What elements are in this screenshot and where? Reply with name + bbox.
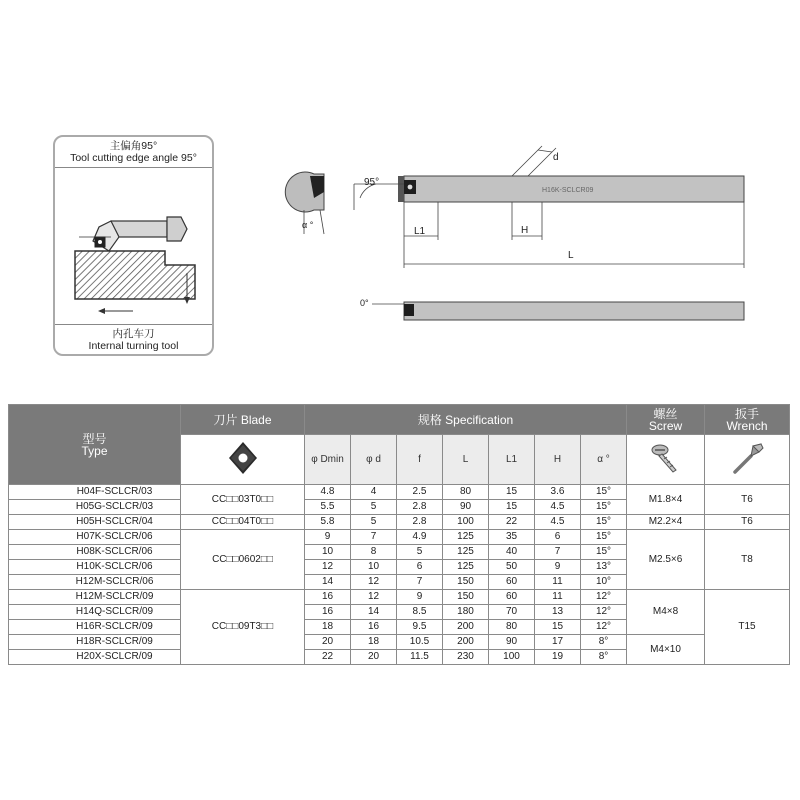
table-row — [9, 530, 790, 545]
l1-cell: 40 — [489, 545, 535, 560]
f-cell: 2.8 — [397, 500, 443, 515]
screw-cell: M1.8×4 — [627, 485, 705, 515]
spec-header: 规格 Specification — [305, 405, 627, 435]
l1-cell: 15 — [489, 485, 535, 500]
col-dmin: φ Dmin — [305, 435, 351, 485]
boring-bar-drawing — [280, 140, 755, 335]
table-row — [9, 635, 790, 650]
l1-cell: 15 — [489, 500, 535, 515]
dmin-cell: 4.8 — [305, 485, 351, 500]
type-header — [9, 405, 181, 485]
f-cell: 2.5 — [397, 485, 443, 500]
d-cell: 8 — [351, 545, 397, 560]
type-cell: H08K-SCLCR/06 — [9, 545, 181, 560]
l-dimension-label: L — [568, 250, 574, 261]
l-cell: 200 — [443, 635, 489, 650]
type-cell: H16R-SCLCR/09 — [9, 620, 181, 635]
alpha-label: α ° — [302, 220, 314, 230]
f-cell: 7 — [397, 575, 443, 590]
alpha-cell: 8° — [581, 650, 627, 665]
type-cell: H05H-SCLCR/04 — [9, 515, 181, 530]
blade-header: 刀片 Blade — [181, 405, 305, 435]
dmin-cell: 16 — [305, 605, 351, 620]
col-f: f — [397, 435, 443, 485]
col-alpha: α ° — [581, 435, 627, 485]
type-header-en: Type — [81, 443, 108, 458]
figure-title-en: Tool cutting edge angle 95° — [70, 152, 197, 164]
table-row — [9, 590, 790, 605]
l-cell: 125 — [443, 545, 489, 560]
d-cell: 12 — [351, 590, 397, 605]
screw-cell: M2.5×6 — [627, 530, 705, 590]
type-cell: H12M-SCLCR/09 — [9, 590, 181, 605]
h-cell: 9 — [535, 560, 581, 575]
table-row — [9, 485, 790, 500]
alpha-cell: 15° — [581, 545, 627, 560]
d-cell: 4 — [351, 485, 397, 500]
alpha-cell: 15° — [581, 500, 627, 515]
l-cell: 230 — [443, 650, 489, 665]
screw-header — [627, 405, 705, 435]
alpha-cell: 15° — [581, 485, 627, 500]
col-l1: L1 — [489, 435, 535, 485]
l1-cell: 50 — [489, 560, 535, 575]
col-d: φ d — [351, 435, 397, 485]
figure-divider-bottom — [55, 324, 212, 325]
d-cell: 18 — [351, 635, 397, 650]
wrench-header-cn: 扳手 — [735, 406, 760, 421]
h-cell: 19 — [535, 650, 581, 665]
d-cell: 5 — [351, 515, 397, 530]
alpha-cell: 13° — [581, 560, 627, 575]
h-cell: 4.5 — [535, 515, 581, 530]
dmin-cell: 9 — [305, 530, 351, 545]
f-cell: 4.9 — [397, 530, 443, 545]
screw-cell: M4×10 — [627, 635, 705, 665]
l1-cell: 22 — [489, 515, 535, 530]
h-cell: 6 — [535, 530, 581, 545]
type-header-cn: 型号 — [82, 431, 107, 446]
alpha-cell: 15° — [581, 515, 627, 530]
h-dimension-label: H — [521, 225, 529, 236]
d-cell: 16 — [351, 620, 397, 635]
blade-cell: CC□□03T0□□ — [181, 485, 305, 515]
dmin-cell: 18 — [305, 620, 351, 635]
type-cell: H12M-SCLCR/06 — [9, 575, 181, 590]
screw-icon — [627, 435, 705, 485]
l1-cell: 60 — [489, 590, 535, 605]
dmin-cell: 16 — [305, 590, 351, 605]
type-cell: H05G-SCLCR/03 — [9, 500, 181, 515]
tool-angle-figure — [53, 135, 214, 356]
type-cell: H04F-SCLCR/03 — [9, 485, 181, 500]
f-cell: 11.5 — [397, 650, 443, 665]
alpha-cell: 10° — [581, 575, 627, 590]
spec-rows — [9, 485, 790, 665]
alpha-cell: 15° — [581, 530, 627, 545]
figure-divider-top — [55, 167, 212, 168]
zero-degree-label: 0° — [360, 298, 369, 308]
l1-cell: 70 — [489, 605, 535, 620]
angle-95-label: 95° — [364, 177, 380, 188]
figure-caption-en: Internal turning tool — [88, 340, 179, 352]
alpha-cell: 12° — [581, 605, 627, 620]
d-cell: 10 — [351, 560, 397, 575]
blade-cell: CC□□09T3□□ — [181, 590, 305, 665]
col-h: H — [535, 435, 581, 485]
h-cell: 11 — [535, 575, 581, 590]
screw-cell: M2.2×4 — [627, 515, 705, 530]
l-cell: 125 — [443, 530, 489, 545]
type-cell: H20X-SCLCR/09 — [9, 650, 181, 665]
h-cell: 17 — [535, 635, 581, 650]
f-cell: 9 — [397, 590, 443, 605]
d-dimension-label: d — [553, 152, 559, 163]
l-cell: 125 — [443, 560, 489, 575]
l-cell: 180 — [443, 605, 489, 620]
l1-dimension-label: L1 — [414, 226, 426, 237]
wrench-cell: T6 — [705, 515, 790, 530]
l-cell: 100 — [443, 515, 489, 530]
l-cell: 80 — [443, 485, 489, 500]
figure-title-cn: 主偏角95° — [109, 140, 158, 152]
dmin-cell: 5.8 — [305, 515, 351, 530]
type-cell: H10K-SCLCR/06 — [9, 560, 181, 575]
h-cell: 11 — [535, 590, 581, 605]
h-cell: 15 — [535, 620, 581, 635]
alpha-cell: 8° — [581, 635, 627, 650]
dmin-cell: 20 — [305, 635, 351, 650]
dmin-cell: 12 — [305, 560, 351, 575]
screw-header-cn: 螺丝 — [653, 406, 678, 421]
type-cell: H18R-SCLCR/09 — [9, 635, 181, 650]
wrench-cell: T6 — [705, 485, 790, 515]
alpha-cell: 12° — [581, 590, 627, 605]
l1-cell: 100 — [489, 650, 535, 665]
alpha-cell: 12° — [581, 620, 627, 635]
figure-caption-cn: 内孔车刀 — [112, 328, 155, 340]
l-cell: 150 — [443, 575, 489, 590]
l-cell: 200 — [443, 620, 489, 635]
l1-cell: 60 — [489, 575, 535, 590]
d-cell: 20 — [351, 650, 397, 665]
wrench-cell: T15 — [705, 590, 790, 665]
l-cell: 150 — [443, 590, 489, 605]
l1-cell: 80 — [489, 620, 535, 635]
f-cell: 8.5 — [397, 605, 443, 620]
table-row — [9, 515, 790, 530]
screw-cell: M4×8 — [627, 590, 705, 635]
f-cell: 10.5 — [397, 635, 443, 650]
h-cell: 13 — [535, 605, 581, 620]
h-cell: 7 — [535, 545, 581, 560]
dmin-cell: 10 — [305, 545, 351, 560]
type-cell: H14Q-SCLCR/09 — [9, 605, 181, 620]
f-cell: 2.8 — [397, 515, 443, 530]
f-cell: 9.5 — [397, 620, 443, 635]
h-cell: 3.6 — [535, 485, 581, 500]
blade-cell: CC□□0602□□ — [181, 530, 305, 590]
blade-insert-icon — [181, 435, 305, 485]
wrench-cell: T8 — [705, 530, 790, 590]
wrench-header — [705, 405, 790, 435]
dmin-cell: 22 — [305, 650, 351, 665]
d-cell: 14 — [351, 605, 397, 620]
internal-turning-illustration — [71, 177, 201, 327]
type-cell: H07K-SCLCR/06 — [9, 530, 181, 545]
l1-cell: 35 — [489, 530, 535, 545]
f-cell: 6 — [397, 560, 443, 575]
spec-table — [8, 404, 790, 665]
d-cell: 7 — [351, 530, 397, 545]
blade-cell: CC□□04T0□□ — [181, 515, 305, 530]
d-cell: 5 — [351, 500, 397, 515]
dmin-cell: 14 — [305, 575, 351, 590]
h-cell: 4.5 — [535, 500, 581, 515]
col-l: L — [443, 435, 489, 485]
screw-header-en: Screw — [648, 418, 683, 433]
d-cell: 12 — [351, 575, 397, 590]
l1-cell: 90 — [489, 635, 535, 650]
wrench-header-en: Wrench — [726, 418, 768, 433]
f-cell: 5 — [397, 545, 443, 560]
bar-engraving: H16K-SCLCR09 — [542, 187, 594, 194]
wrench-icon — [705, 435, 790, 485]
l-cell: 90 — [443, 500, 489, 515]
dmin-cell: 5.5 — [305, 500, 351, 515]
